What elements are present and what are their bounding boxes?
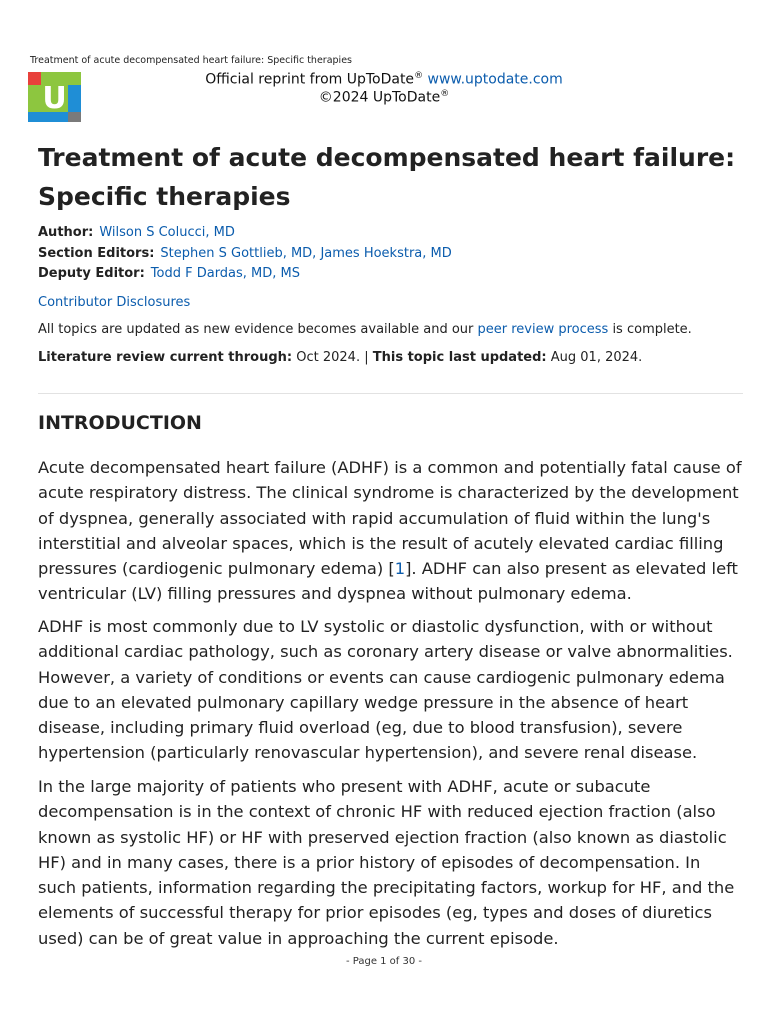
divider <box>38 393 743 394</box>
deputy-editor-line <box>38 266 300 281</box>
separator: | <box>364 350 369 365</box>
disclosures-line <box>38 295 190 310</box>
update-notice-text: All topics are updated as new evidence becomes available and our <box>38 322 478 337</box>
paragraph-text: Acute decompensated heart failure (ADHF) is a common and potentially fatal cause of acute respiratory distress. The clinical syndrome is characterized by the development of dyspnea, generally associated with rapid accumulation of fluid within the lung's interstitial and alveolar spaces, which is the result of acutely elevated cardiac filling pressures (cardiogenic pulmonary edema) [ <box>38 458 742 579</box>
reprint-notice <box>0 71 768 88</box>
deputy-editor-link[interactable]: Todd F Dardas, MD, MS <box>150 266 301 281</box>
author-link[interactable]: Wilson S Colucci, MD <box>99 225 235 240</box>
registered-mark: ® <box>414 71 424 81</box>
article-title: Treatment of acute decompensated heart failure: Specific therapies <box>38 143 736 211</box>
update-notice <box>38 322 692 337</box>
reprint-prefix: Official reprint from UpToDate <box>205 71 415 88</box>
last-updated-date: Aug 01, 2024. <box>550 350 643 365</box>
deputy-editor-label: Deputy Editor: <box>38 266 145 281</box>
document-header-title: Treatment of acute decompensated heart failure: Specific therapies <box>30 55 352 66</box>
section-heading-introduction: INTRODUCTION <box>38 412 202 434</box>
author-label: Author: <box>38 225 94 240</box>
literature-review-line <box>38 350 642 365</box>
copyright-text: ©2024 UpToDate <box>318 89 441 106</box>
page-indicator: - Page 1 of 30 - <box>345 956 423 967</box>
uptodate-link[interactable]: www.uptodate.com <box>427 71 563 88</box>
last-updated-label: This topic last updated: <box>372 350 547 365</box>
paragraph: In the large majority of patients who present with ADHF, acute or subacute decompensation is in the context of chronic HF with reduced ejection fraction (also known as systolic HF) or HF with preserved ejection fraction (also known as diastolic HF) and in many cases, there is a prior history of episodes of decompensation. In such patients, information regarding the precipitating factors, workup for HF, and the elements of successful therapy for prior episodes (eg, types and doses of diuretics used) can be of great value in approaching the current episode. <box>38 777 735 948</box>
section-editors-line <box>38 246 452 261</box>
paragraph: ADHF is most commonly due to LV systolic or diastolic dysfunction, with or without additional cardiac pathology, such as coronary artery disease or valve abnormalities. However, a variety of conditions or events can cause cardiogenic pulmonary edema due to an elevated pulmonary capillary wedge pressure in the absence of heart disease, including primary fluid overload (eg, due to blood transfusion), severe hypertension (particularly renovascular hypertension), and severe renal disease. <box>38 617 733 763</box>
peer-review-link[interactable]: peer review process <box>477 322 609 337</box>
literature-label: Literature review current through: <box>38 350 293 365</box>
update-notice-end: is complete. <box>608 322 692 337</box>
literature-date: Oct 2024. <box>296 350 361 365</box>
registered-mark: ® <box>440 89 450 99</box>
reference-link[interactable]: 1 <box>394 559 406 579</box>
svg-text:U: U <box>42 81 67 116</box>
author-line <box>38 225 235 240</box>
contributor-disclosures-link[interactable]: Contributor Disclosures <box>38 295 191 310</box>
paragraph <box>38 455 743 607</box>
copyright-notice <box>0 89 768 106</box>
paragraph-text: ]. ADHF can also present as elevated left ventricular (LV) filling pressures and dyspnea without pulmonary edema. <box>38 559 738 604</box>
section-editors-label: Section Editors: <box>38 246 155 261</box>
section-editors-link[interactable]: Stephen S Gottlieb, MD, James Hoekstra, MD <box>160 246 452 261</box>
